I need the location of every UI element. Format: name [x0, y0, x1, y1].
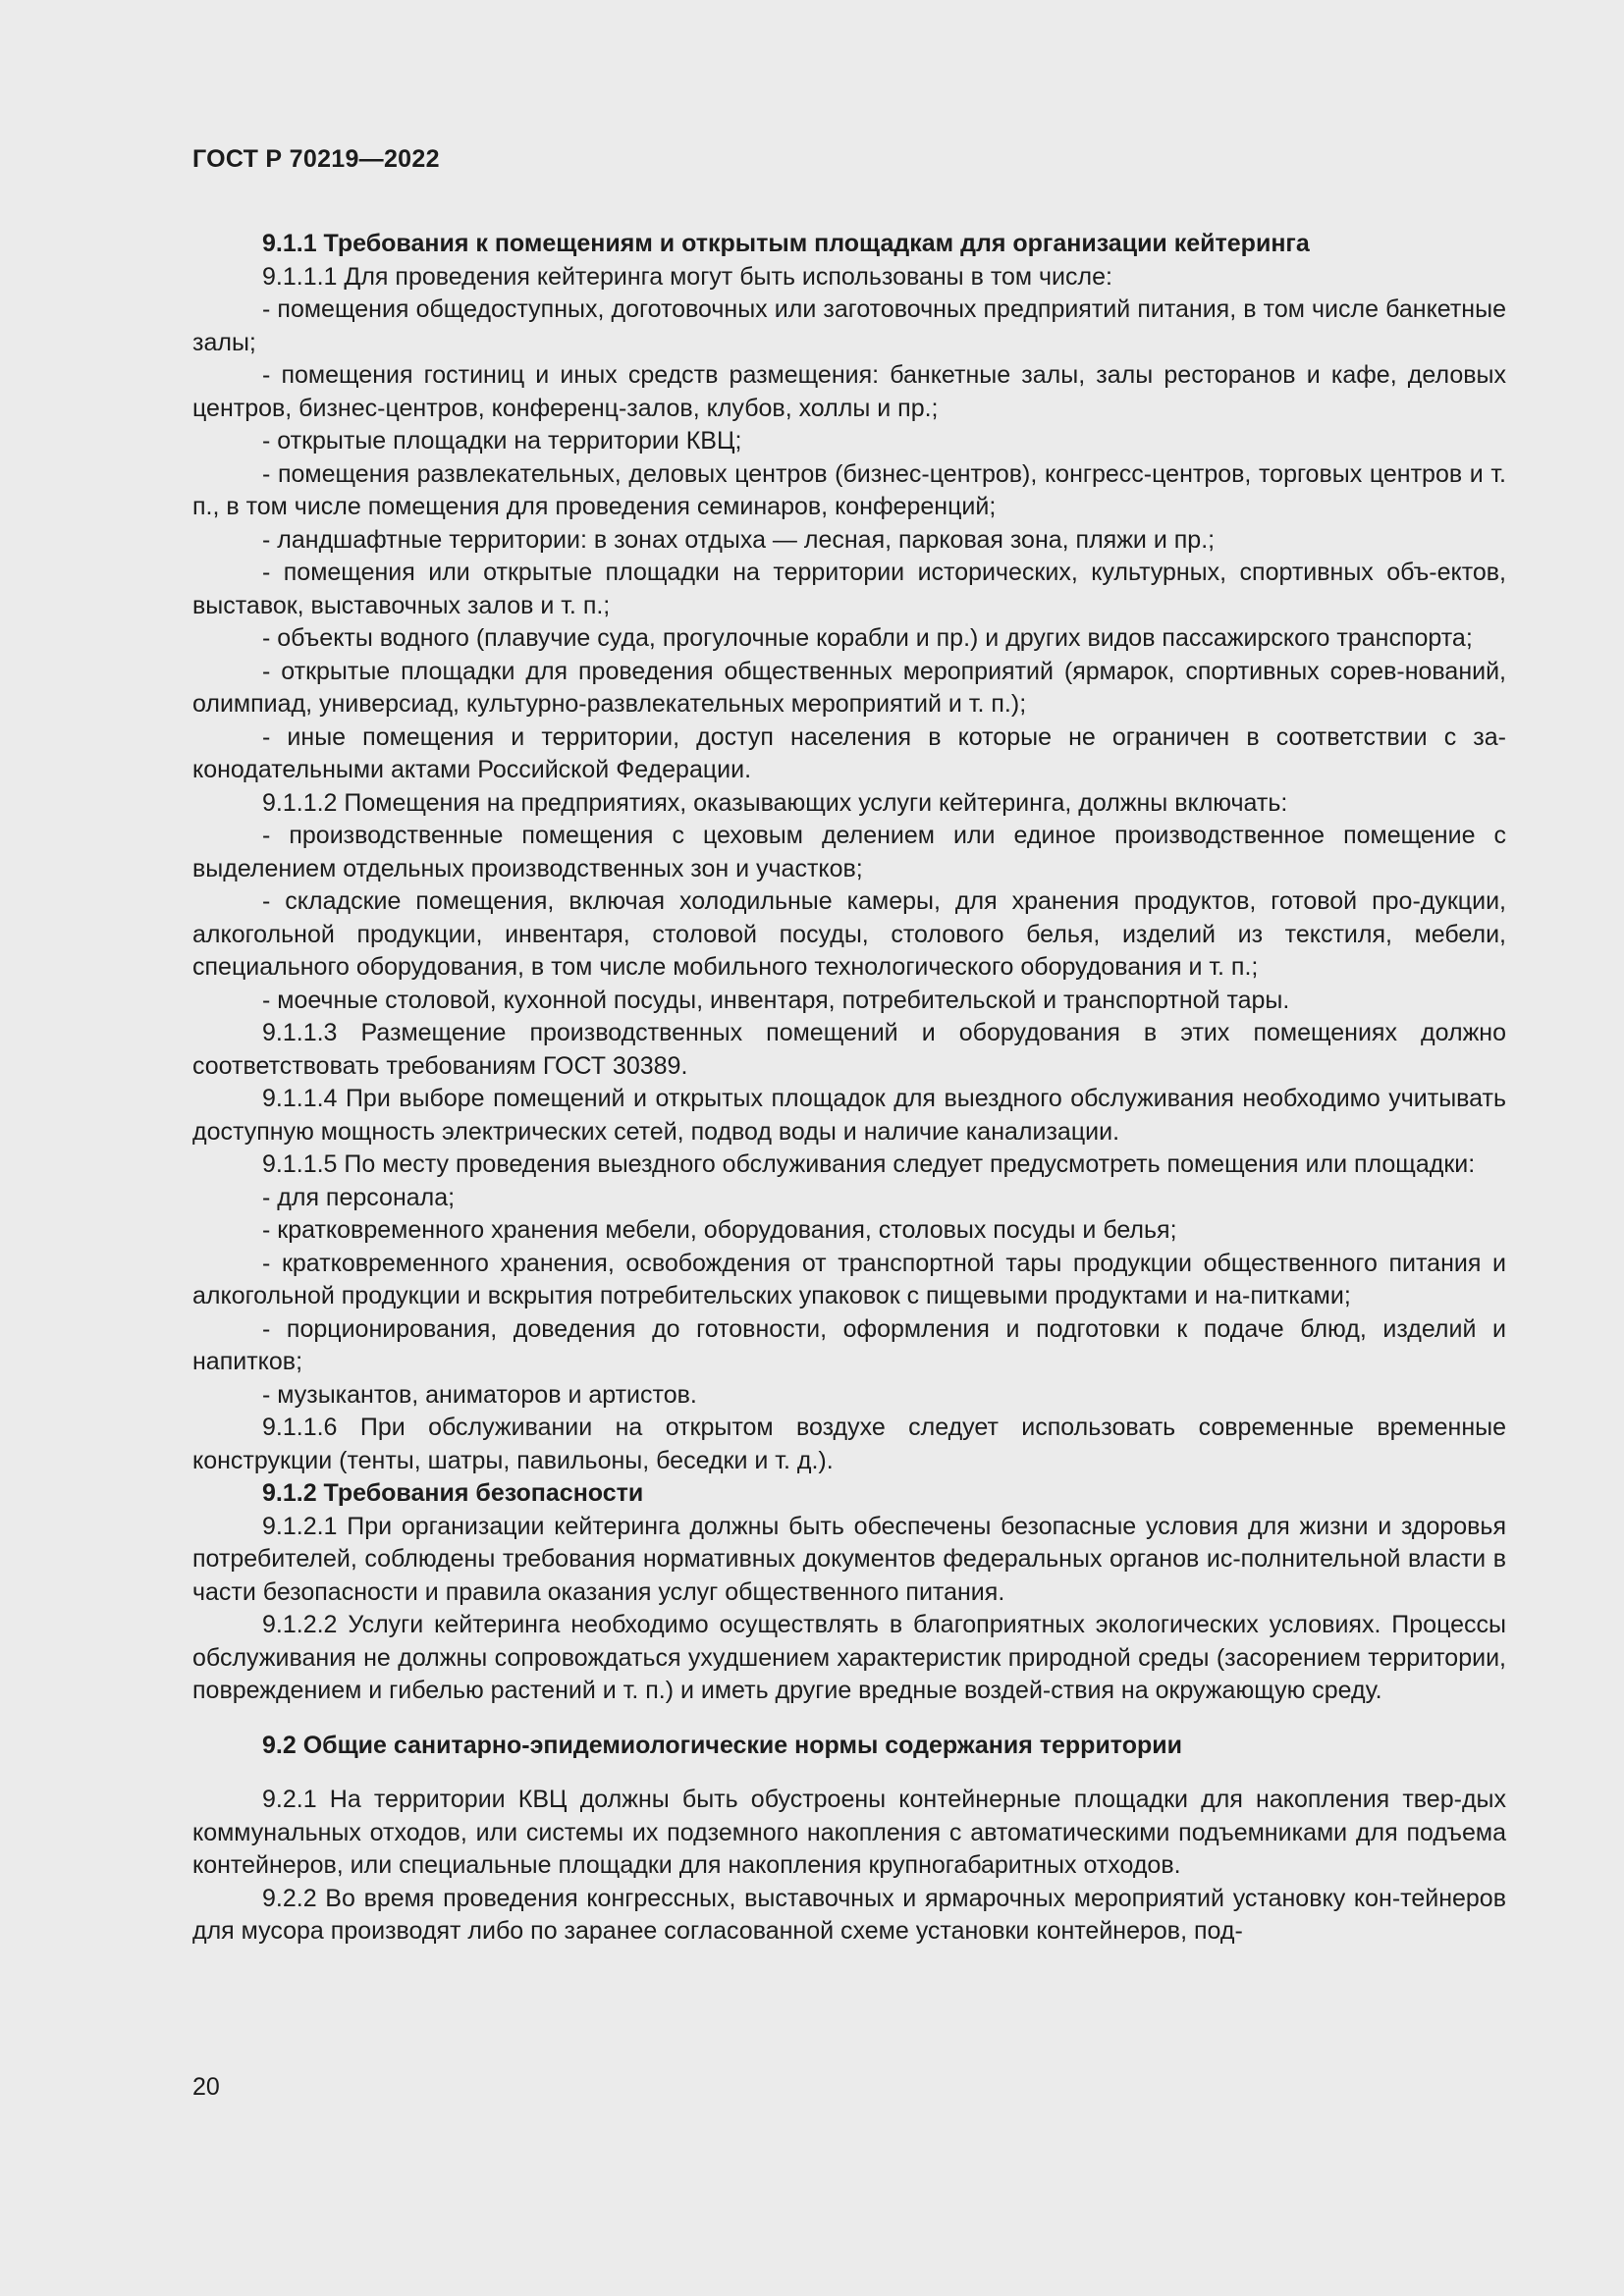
- list-item: - объекты водного (плавучие суда, прогулочные корабли и пр.) и других видов пассажирского транспорта;: [262, 624, 1473, 652]
- paragraph: 9.2.2 Во время проведения конгрессных, выставочных и ярмарочных мероприятий установку кон-тейнеров для мусора производят либо по заранее согласованной схеме установки контейнеров, под-: [192, 1884, 1506, 1945]
- list-item: - моечные столовой, кухонной посуды, инвентаря, потребительской и транспортной тары.: [262, 986, 1290, 1014]
- document-header: ГОСТ Р 70219—2022: [192, 145, 440, 173]
- list-item: - для персонала;: [262, 1183, 456, 1211]
- list-item: - ландшафтные территории: в зонах отдыха — лесная, парковая зона, пляжи и пр.;: [262, 525, 1216, 554]
- section-heading: 9.2 Общие санитарно-эпидемиологические нормы содержания территории: [262, 1731, 1182, 1759]
- list-item: - помещения развлекательных, деловых центров (бизнес-центров), конгресс-центров, торговых центров и т. п., в том числе помещения для проведения семинаров, конференций;: [192, 459, 1506, 520]
- list-item: - помещения гостиниц и иных средств размещения: банкетные залы, залы ресторанов и кафе, деловых центров, бизнес-центров, конференц-залов, клубов, холлы и пр.;: [192, 361, 1506, 422]
- page-number: 20: [192, 2073, 220, 2101]
- list-item: - порционирования, доведения до готовности, оформления и подготовки к подаче блюд, изделий и напитков;: [192, 1314, 1506, 1375]
- paragraph: 9.1.1.5 По месту проведения выездного обслуживания следует предусмотреть помещения или площадки:: [262, 1150, 1476, 1178]
- subsection-heading: 9.1.1 Требования к помещениям и открытым площадкам для организации кейтеринга: [262, 230, 1310, 257]
- paragraph: 9.1.2.1 При организации кейтеринга должны быть обеспечены безопасные условия для жизни и здоровья потребителей, соблюдены требования нормативных документов федеральных органов ис-полнительной власти в части безопасности и правила оказания услуг общественного питания.: [192, 1512, 1506, 1606]
- list-item: - помещения или открытые площадки на территории исторических, культурных, спортивных объ-ектов, выставок, выставочных залов и т. п.;: [192, 559, 1506, 619]
- paragraph: 9.1.1.4 При выборе помещений и открытых площадок для выездного обслуживания необходимо учитывать доступную мощность электрических сетей, подвод воды и наличие канализации.: [192, 1085, 1506, 1146]
- list-item: - открытые площадки для проведения общественных мероприятий (ярмарок, спортивных сорев-нований, олимпиад, универсиад, культурно-развлекательных мероприятий и т. п.);: [192, 657, 1506, 718]
- paragraph: 9.1.2.2 Услуги кейтеринга необходимо осуществлять в благоприятных экологических условиях. Процессы обслуживания не должны сопровождаться ухудшением характеристик природной среды (засорением территории, повреждением и гибелью растений и т. п.) и иметь другие вредные воздей-ствия на окружающую среду.: [192, 1611, 1506, 1704]
- list-item: - кратковременного хранения, освобождения от транспортной тары продукции общественного питания и алкогольной продукции и вскрытия потребительских упаковок с пищевыми продуктами и на-питками;: [192, 1249, 1506, 1309]
- list-item: - производственные помещения с цеховым делением или единое производственное помещение с выделением отдельных производственных зон и участков;: [192, 822, 1506, 882]
- list-item: - музыкантов, аниматоров и артистов.: [262, 1380, 697, 1409]
- document-body: [192, 228, 1506, 1949]
- paragraph: 9.1.1.1 Для проведения кейтеринга могут быть использованы в том числе:: [262, 262, 1112, 291]
- subsection-heading: 9.1.2 Требования безопасности: [262, 1479, 644, 1507]
- list-item: - иные помещения и территории, доступ населения в которые не ограничен в соответствии с за-конодательными актами Российской Федерации.: [192, 722, 1506, 783]
- paragraph: 9.2.1 На территории КВЦ должны быть обустроены контейнерные площадки для накопления твер-дых коммунальных отходов, или системы их подземного накопления с автоматическими подъемниками для подъема контейнеров, или специальные площадки для накопления крупногабаритных отходов.: [192, 1786, 1506, 1879]
- paragraph: 9.1.1.6 При обслуживании на открытом воздухе следует использовать современные временные конструкции (тенты, шатры, павильоны, беседки и т. д.).: [192, 1414, 1506, 1474]
- paragraph: 9.1.1.3 Размещение производственных помещений и оборудования в этих помещениях должно соответствовать требованиям ГОСТ 30389.: [192, 1019, 1506, 1080]
- list-item: - кратковременного хранения мебели, оборудования, столовых посуды и белья;: [262, 1216, 1177, 1244]
- paragraph: 9.1.1.2 Помещения на предприятиях, оказывающих услуги кейтеринга, должны включать:: [262, 788, 1288, 817]
- list-item: - открытые площадки на территории КВЦ;: [262, 427, 742, 454]
- list-item: - складские помещения, включая холодильные камеры, для хранения продуктов, готовой про-дукции, алкогольной продукции, инвентаря, столовой посуды, столового белья, изделий из текстиля, мебели, специального оборудования, в том числе мобильного технологического оборудования и т. п.;: [192, 887, 1506, 981]
- list-item: - помещения общедоступных, доготовочных или заготовочных предприятий питания, в том числе банкетные залы;: [192, 295, 1506, 356]
